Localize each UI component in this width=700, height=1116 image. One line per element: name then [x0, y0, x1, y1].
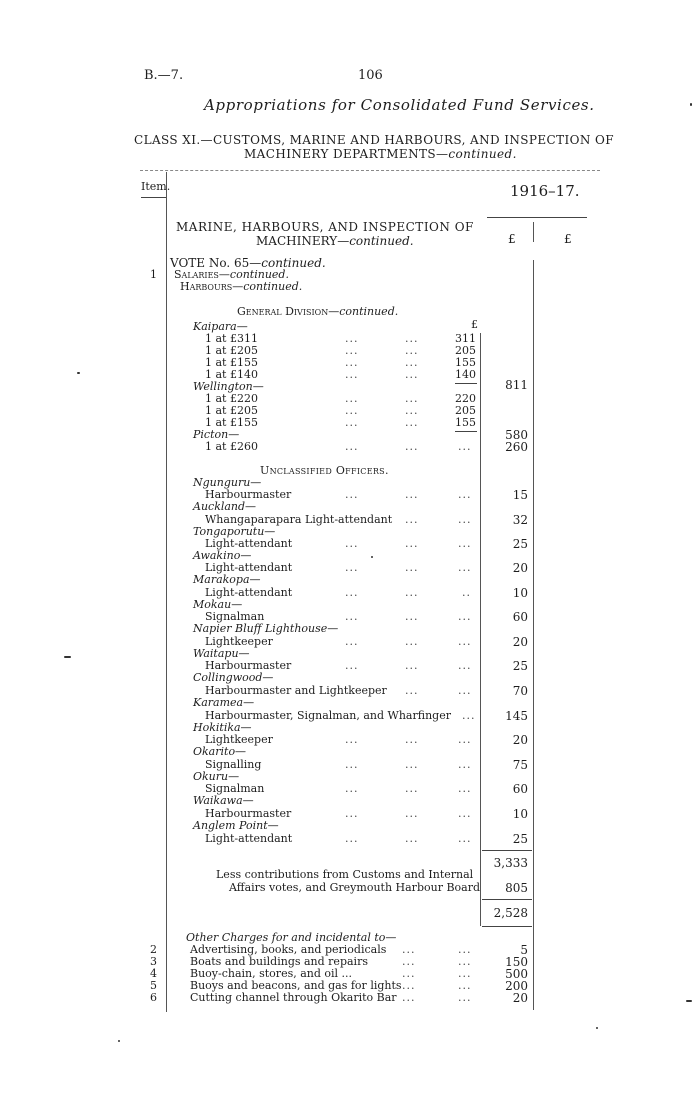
- leader-dots: ...: [458, 943, 472, 956]
- leader-dots: ...: [345, 635, 359, 648]
- leader-dots: ...: [402, 967, 416, 980]
- wellington-row-amount: 220: [455, 392, 476, 405]
- currency-right-heading: £: [564, 232, 572, 246]
- officer-place: Awakino—: [193, 549, 252, 562]
- leader-dots: ...: [405, 610, 419, 623]
- leader-dots: ...: [345, 440, 359, 453]
- item-number: 3: [150, 955, 157, 968]
- officer-place: Collingwood—: [193, 671, 274, 684]
- officer-amount: 20: [512, 635, 528, 649]
- leader-dots: ...: [345, 659, 359, 672]
- officer-amount: 25: [512, 537, 528, 551]
- scan-speck: [77, 372, 80, 374]
- charge-label: Advertising, books, and periodicals: [190, 943, 387, 956]
- leader-dots: ...: [345, 586, 359, 599]
- subtotal-amount: 3,333: [493, 856, 528, 870]
- less-contributions-line2: Affairs votes, and Greymouth Harbour Board: [229, 881, 481, 894]
- officer-role: Harbourmaster, Signalman, and Wharfinger: [205, 709, 451, 722]
- officer-role: Light-attendant: [205, 832, 293, 845]
- officer-role: Lightkeeper: [205, 635, 273, 648]
- leader-dots: ...: [458, 488, 472, 501]
- page-title: Appropriations for Consolidated Fund Services.: [204, 96, 595, 114]
- leader-dots: ...: [458, 610, 472, 623]
- officer-place: Anglem Point—: [193, 819, 279, 832]
- leader-dots: ...: [345, 758, 359, 771]
- leader-dots: ...: [405, 832, 419, 845]
- year-heading: 1916–17.: [510, 182, 580, 200]
- leader-dots: ...: [405, 392, 419, 405]
- leader-dots: ...: [402, 979, 416, 992]
- net-total: 2,528: [493, 906, 528, 920]
- leader-dots: ...: [405, 488, 419, 501]
- subtotal-rule: [482, 850, 532, 851]
- officer-amount: 25: [512, 832, 528, 846]
- wellington-row-amount: 205: [455, 404, 476, 417]
- less-contributions-line1: Less contributions from Customs and Internal: [216, 868, 474, 881]
- charge-label: Buoys and beacons, and gas for lights: [190, 979, 402, 992]
- leader-dots: ...: [458, 659, 472, 672]
- officer-role: Signalman: [205, 782, 265, 795]
- kaipara-row-amount: 155: [455, 356, 476, 369]
- leader-dots: ...: [402, 991, 416, 1004]
- officer-place: Okuru—: [193, 770, 240, 783]
- leader-dots: ...: [405, 586, 419, 599]
- leader-dots: ...: [458, 782, 472, 795]
- less-contributions-amount: 805: [505, 881, 528, 895]
- leader-dots: ...: [458, 955, 472, 968]
- officer-role: Light-attendant: [205, 586, 293, 599]
- officer-amount: 32: [512, 513, 528, 527]
- leader-dots: ...: [462, 709, 476, 722]
- kaipara-sum-rule: [455, 383, 477, 384]
- wellington-row-label: 1 at £155: [205, 416, 258, 429]
- officer-place: Waitapu—: [193, 647, 250, 660]
- leader-dots: ...: [345, 404, 359, 417]
- class-heading-line1: CLASS XI.—CUSTOMS, MARINE AND HARBOURS, AND INSPECTION OF: [134, 133, 614, 147]
- currency-left-heading: £: [508, 232, 516, 246]
- leader-dots: ...: [405, 537, 419, 550]
- charge-label: Boats and buildings and repairs: [190, 955, 368, 968]
- year-rule: [487, 217, 587, 218]
- harbours-heading: Harbours—continued.: [180, 280, 303, 293]
- officer-amount: 145: [505, 709, 528, 723]
- picton-label: Picton—: [193, 428, 240, 441]
- charge-amount: 150: [505, 955, 528, 969]
- scan-speck: [118, 1040, 120, 1042]
- officer-amount: 10: [512, 807, 528, 821]
- wellington-row-amount: 155: [455, 416, 476, 429]
- officer-amount: 20: [512, 561, 528, 575]
- item-number: 2: [150, 943, 157, 956]
- leader-dots: ...: [458, 979, 472, 992]
- leader-dots: ...: [405, 659, 419, 672]
- officer-place: Ngunguru—: [193, 476, 262, 489]
- leader-dots: ...: [345, 807, 359, 820]
- leader-dots: ...: [402, 955, 416, 968]
- kaipara-row-label: 1 at £140: [205, 368, 258, 381]
- item-column-label: Item.: [141, 180, 171, 193]
- officer-role: Light-attendant: [205, 561, 293, 574]
- officer-amount: 60: [512, 610, 528, 624]
- leader-dots: ...: [345, 356, 359, 369]
- charge-label: Cutting channel through Okarito Bar: [190, 991, 397, 1004]
- leader-dots: ...: [405, 513, 419, 526]
- currency-subheading: £: [471, 318, 478, 331]
- wellington-row-label: 1 at £205: [205, 404, 258, 417]
- scan-speck: [690, 103, 692, 106]
- leader-dots: ...: [345, 782, 359, 795]
- section-title-line2: MACHINERY—continued.: [256, 234, 414, 248]
- officer-place: Waikawa—: [193, 794, 254, 807]
- leader-dots: ...: [458, 684, 472, 697]
- officer-role: Harbourmaster and Lightkeeper: [205, 684, 387, 697]
- officer-role: Lightkeeper: [205, 733, 273, 746]
- leader-dots: ...: [345, 537, 359, 550]
- officer-amount: 25: [512, 659, 528, 673]
- leader-dots: ...: [458, 733, 472, 746]
- item-label-rule: [141, 197, 166, 198]
- class-heading-line2: MACHINERY DEPARTMENTS—continued.: [244, 147, 517, 161]
- document-reference: B.—7.: [144, 68, 184, 83]
- leader-dots: ..: [462, 586, 471, 599]
- unclassified-heading: Unclassified Officers.: [260, 464, 389, 477]
- leader-dots: ...: [345, 332, 359, 345]
- officer-amount: 70: [512, 684, 528, 698]
- leader-dots: ...: [458, 635, 472, 648]
- leader-dots: ...: [405, 416, 419, 429]
- leader-dots: ...: [458, 537, 472, 550]
- leader-dots: ...: [405, 356, 419, 369]
- leader-dots: ...: [405, 561, 419, 574]
- kaipara-row-amount: 311: [455, 332, 476, 345]
- leader-dots: ...: [405, 807, 419, 820]
- charge-amount: 200: [505, 979, 528, 993]
- officer-amount: 15: [512, 488, 528, 502]
- leader-dots: ...: [405, 404, 419, 417]
- kaipara-label: Kaipara—: [193, 320, 248, 333]
- leader-dots: ...: [402, 943, 416, 956]
- general-division-heading: General Division—continued.: [237, 305, 399, 318]
- officer-amount: 20: [512, 733, 528, 747]
- officer-role: Light-attendant: [205, 537, 293, 550]
- officer-role: Harbourmaster: [205, 807, 292, 820]
- officer-place: Tongaporutu—: [193, 525, 276, 538]
- vote-heading: VOTE No. 65—continued.: [170, 256, 326, 270]
- scan-speck: [64, 656, 71, 658]
- officer-amount: 75: [512, 758, 528, 772]
- leader-dots: ...: [345, 344, 359, 357]
- officer-place: Mokau—: [193, 598, 243, 611]
- leader-dots: ...: [458, 807, 472, 820]
- leader-dots: ...: [345, 610, 359, 623]
- officer-place: Napier Bluff Lighthouse—: [193, 622, 339, 635]
- leader-dots: ...: [405, 733, 419, 746]
- leader-dots: ...: [405, 684, 419, 697]
- kaipara-row-amount: 140: [455, 368, 476, 381]
- item-number: 5: [150, 979, 157, 992]
- wellington-row-label: 1 at £220: [205, 392, 258, 405]
- picton-total: 260: [505, 440, 528, 454]
- leader-dots: ...: [345, 733, 359, 746]
- kaipara-row-label: 1 at £205: [205, 344, 258, 357]
- header-rule: [140, 170, 600, 171]
- charge-amount: 20: [512, 991, 528, 1005]
- leader-dots: ...: [405, 782, 419, 795]
- officer-place: Hokitika—: [193, 721, 252, 734]
- leader-dots: ...: [345, 561, 359, 574]
- officer-place: Marakopa—: [193, 573, 261, 586]
- officer-role: Signalling: [205, 758, 262, 771]
- net-rule-bottom: [482, 926, 532, 927]
- leader-dots: ...: [458, 758, 472, 771]
- item-number: 4: [150, 967, 157, 980]
- wellington-sum-rule: [455, 431, 477, 432]
- leader-dots: ...: [345, 416, 359, 429]
- officer-amount: 10: [512, 586, 528, 600]
- leader-dots: ...: [405, 344, 419, 357]
- leader-dots: ...: [345, 832, 359, 845]
- net-rule: [482, 899, 532, 900]
- page-number: 106: [358, 68, 383, 83]
- leader-dots: ...: [458, 967, 472, 980]
- leader-dots: ...: [345, 368, 359, 381]
- officer-amount: 60: [512, 782, 528, 796]
- scan-speck: [371, 556, 373, 558]
- leader-dots: ...: [458, 513, 472, 526]
- item-number: 6: [150, 991, 157, 1004]
- salaries-heading: Salaries—continued.: [174, 268, 289, 281]
- kaipara-row-label: 1 at £155: [205, 356, 258, 369]
- leader-dots: ...: [345, 488, 359, 501]
- officer-role: Harbourmaster: [205, 659, 292, 672]
- leader-dots: ...: [345, 392, 359, 405]
- currency-divider: [533, 222, 534, 242]
- leader-dots: ...: [458, 832, 472, 845]
- kaipara-row-amount: 205: [455, 344, 476, 357]
- kaipara-row-label: 1 at £311: [205, 332, 258, 345]
- officer-place: Karamea—: [193, 696, 255, 709]
- section-title-line1: MARINE, HARBOURS, AND INSPECTION OF: [176, 220, 474, 234]
- item-number-1: 1: [150, 268, 157, 281]
- pound-column-left-rule: [480, 333, 481, 861]
- pound-column-right-rule: [533, 260, 534, 1010]
- officer-role: Signalman: [205, 610, 265, 623]
- officer-place: Auckland—: [193, 500, 257, 513]
- kaipara-total: 811: [505, 378, 528, 392]
- scan-speck: [596, 1027, 598, 1029]
- item-column-divider: [166, 172, 167, 1012]
- wellington-total: 580: [505, 428, 528, 442]
- charge-amount: 500: [505, 967, 528, 981]
- charge-label: Buoy-chain, stores, and oil ...: [190, 967, 353, 980]
- totals-box-left: [480, 850, 481, 926]
- leader-dots: ...: [405, 368, 419, 381]
- other-charges-heading: Other Charges for and incidental to—: [186, 931, 397, 944]
- scan-speck: [686, 1000, 692, 1002]
- leader-dots: ...: [405, 758, 419, 771]
- picton-row-label: 1 at £260: [205, 440, 258, 453]
- leader-dots: ...: [405, 440, 419, 453]
- officer-place: Okarito—: [193, 745, 247, 758]
- leader-dots: ...: [405, 635, 419, 648]
- leader-dots: ...: [458, 440, 472, 453]
- leader-dots: ...: [458, 561, 472, 574]
- leader-dots: ...: [458, 991, 472, 1004]
- wellington-label: Wellington—: [193, 380, 264, 393]
- officer-role: Whangaparapara Light-attendant: [205, 513, 393, 526]
- officer-role: Harbourmaster: [205, 488, 292, 501]
- charge-amount: 5: [520, 943, 528, 957]
- leader-dots: ...: [405, 332, 419, 345]
